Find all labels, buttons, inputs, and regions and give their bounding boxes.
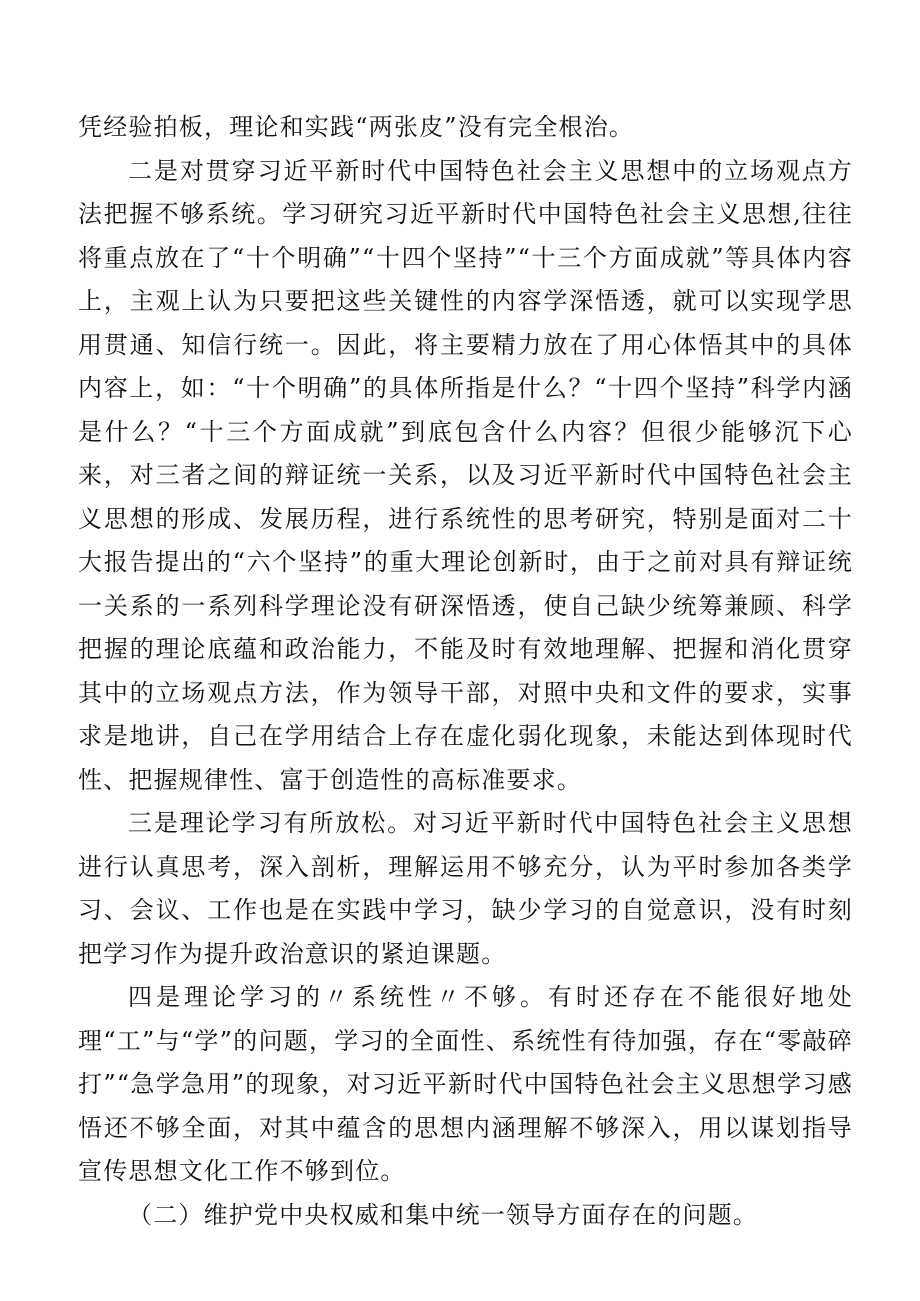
- paragraph-point-four: 四是理论学习的〃系统性〃不够。有时还存在不能很好地处理“工”与“学”的问题，学习的全面性、系统性有待加强，存在“零敲碎打”“急学急用”的现象，对习近平新时代中国特色社会主义思想学习感悟还不够全面，对其中蕴含的思想内涵理解不够深入，用以谋划指导宣传思想文化工作不够到位。: [78, 983, 853, 1185]
- paragraph-point-two: 二是对贯穿习近平新时代中国特色社会主义思想中的立场观点方法把握不够系统。学习研究习近平新时代中国特色社会主义思想,往往将重点放在了“十个明确”“十四个坚持”“十三个方面成就”等具体内容上，主观上认为只要把这些关键性的内容学深悟透，就可以实现学思用贯通、知信行统一。因此，将主要精力放在了用心体悟其中的具体内容上，如：“十个明确”的具体所指是什么？“十四个坚持”科学内涵是什么？“十三个方面成就”到底包含什么内容？但很少能够沉下心来，对三者之间的辩证统一关系，以及习近平新时代中国特色社会主义思想的形成、发展历程，进行系统性的思考研究，特别是面对二十大报告提出的“六个坚持”的重大理论创新时，由于之前对具有辩证统一关系的一系列科学理论没有研深悟透，使自己缺少统筹兼顾、科学把握的理论底蕴和政治能力，不能及时有效地理解、把握和消化贯穿其中的立场观点方法，作为领导干部，对照中央和文件的要求，实事求是地讲，自己在学用结合上存在虚化弱化现象，未能达到体现时代性、把握规律性、富于创造性的高标准要求。: [78, 156, 853, 794]
- document-body: [78, 106, 853, 1237]
- section-heading-two: （二）维护党中央权威和集中统一领导方面存在的问题。: [128, 1200, 758, 1229]
- paragraph-point-three: 三是理论学习有所放松。对习近平新时代中国特色社会主义思想进行认真思考，深入剖析，理解运用不够充分，认为平时参加各类学习、会议、工作也是在实践中学习，缺少学习的自觉意识，没有时刻把学习作为提升政治意识的紧迫课题。: [78, 809, 853, 968]
- paragraph-continuation: 凭经验拍板，理论和实践“两张皮”没有完全根治。: [78, 113, 635, 141]
